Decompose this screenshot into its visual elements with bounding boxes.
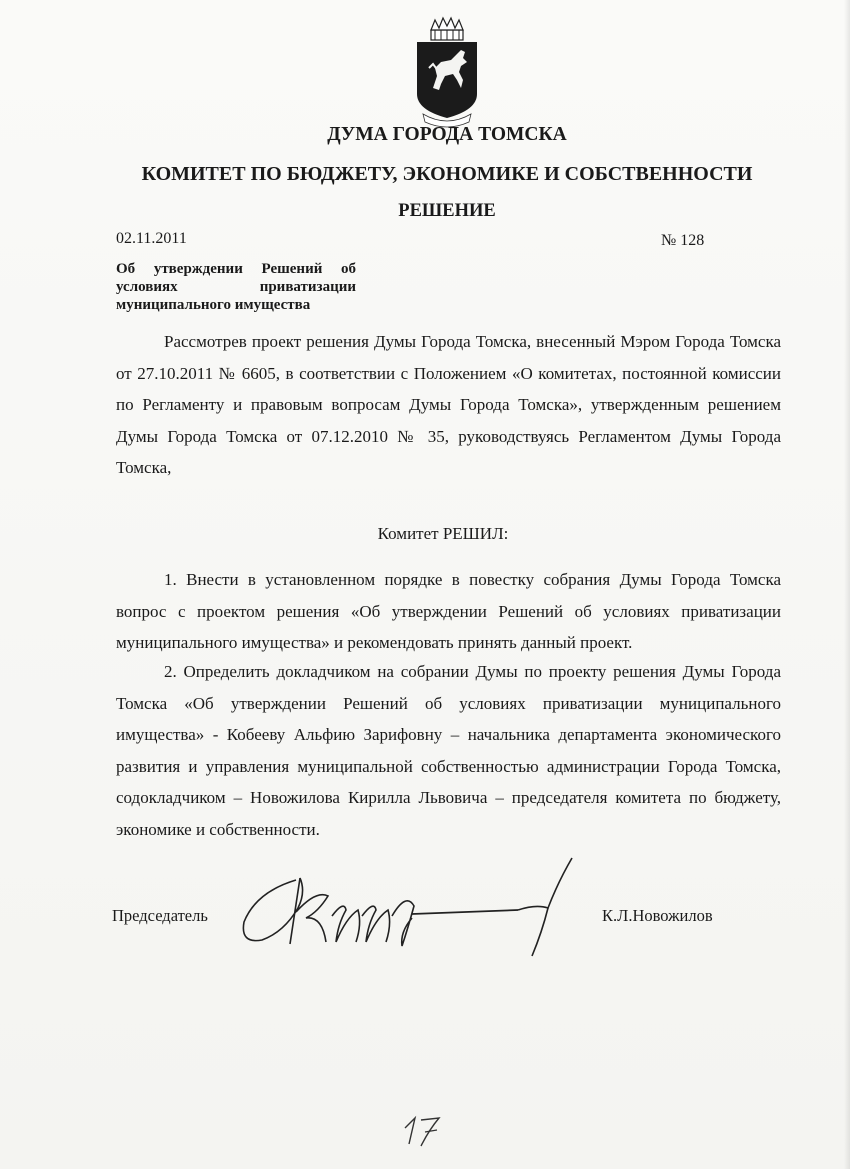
resolution-item-2: 2. Определить докладчиком на собрании Думы по проекту решения Думы Города Томска «Об утверждении Решений об условиях приватизации муниципального имущества» - Кобееву Альфию Зарифовну – начальника департамента экономического развития и управления муниципальной собственностью администрации Города Томска, содокладчиком – Новожилова Кирилла Львовича – председателя комитета по бюджету, экономике и собственности. — [116, 662, 781, 839]
organization-title: ДУМА ГОРОДА ТОМСКА — [327, 124, 567, 145]
resolution-item-1: 1. Внести в установленном порядке в повестку собрания Думы Города Томска вопрос с проектом решения «Об утверждении Решений об условиях приватизации муниципального имущества» и рекомендовать принять данный проект. — [116, 570, 781, 652]
committee-title: КОМИТЕТ ПО БЮДЖЕТУ, ЭКОНОМИКЕ И СОБСТВЕННОСТИ — [141, 163, 753, 185]
signatory-name: К.Л.Новожилов — [602, 906, 713, 925]
page-edge — [844, 0, 850, 1169]
signatory-title: Председатель — [112, 906, 208, 925]
handwritten-page-number — [395, 1100, 455, 1150]
handwritten-signature — [236, 852, 586, 962]
preamble-paragraph: Рассмотрев проект решения Думы Города Томска, внесенный Мэром Города Томска от 27.10.2011 № 6605, в соответствии с Положением «О комитетах, постоянной комиссии по Регламенту и правовым вопросам Думы Города Томска», утвержденным решением Думы Города Томска от 07.12.2010 № 35, руководствуясь Регламентом Думы Города Томска, — [116, 332, 781, 477]
tomsk-coat-of-arms-icon — [411, 14, 483, 130]
document-date: 02.11.2011 — [116, 230, 187, 247]
resolved-label: Комитет РЕШИЛ: — [377, 524, 509, 543]
document-subject: Об утверждении Решений об условиях приватизации муниципального имущества — [116, 261, 356, 313]
document-type: РЕШЕНИЕ — [398, 201, 496, 221]
document-number: № 128 — [661, 232, 705, 249]
